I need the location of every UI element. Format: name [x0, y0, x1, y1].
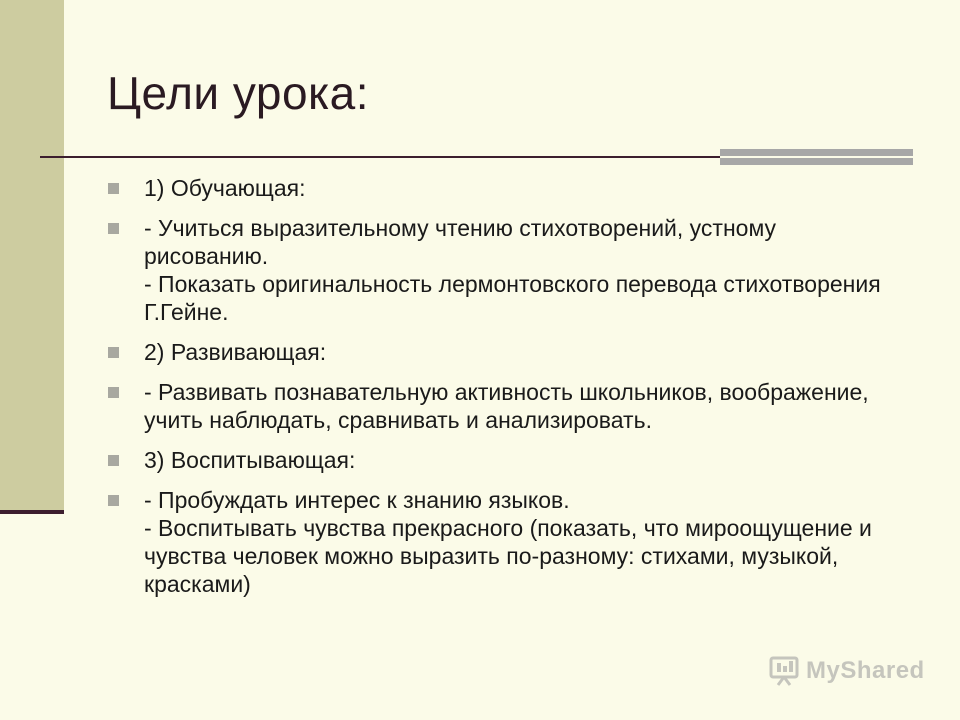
- bullet-text: - Учиться выразительному чтению стихотворений, устному рисованию. - Показать оригинальность лермонтовского перевода стихотворения Г.Гейне.: [144, 215, 881, 325]
- bullet-text: 1) Обучающая:: [144, 175, 306, 201]
- square-bullet-icon: [108, 347, 119, 358]
- bullet-list: [108, 174, 898, 610]
- bullet-text: 2) Развивающая:: [144, 339, 327, 365]
- square-bullet-icon: [108, 387, 119, 398]
- left-decorative-band: [0, 0, 64, 512]
- left-band-divider: [0, 510, 64, 514]
- list-item: [108, 174, 898, 202]
- watermark: [768, 656, 925, 686]
- bullet-text: - Развивать познавательную активность школьников, воображение, учить наблюдать, сравнивать и анализировать.: [144, 379, 869, 433]
- square-bullet-icon: [108, 455, 119, 466]
- list-item: [108, 338, 898, 366]
- square-bullet-icon: [108, 495, 119, 506]
- list-item: [108, 446, 898, 474]
- list-item: [108, 214, 898, 326]
- watermark-text: MyShared: [806, 657, 925, 684]
- list-item: [108, 378, 898, 434]
- square-bullet-icon: [108, 183, 119, 194]
- square-bullet-icon: [108, 223, 119, 234]
- presentation-board-icon: [768, 656, 800, 686]
- list-item: [108, 486, 898, 598]
- bullet-text: - Пробуждать интерес к знанию языков. - Воспитывать чувства прекрасного (показать, что мироощущение и чувства человек можно выразить по-разному: стихами, музыкой, красками): [144, 487, 872, 597]
- title-accent-bar: [720, 149, 913, 165]
- slide-title: Цели урока:: [107, 67, 370, 119]
- bullet-text: 3) Воспитывающая:: [144, 447, 356, 473]
